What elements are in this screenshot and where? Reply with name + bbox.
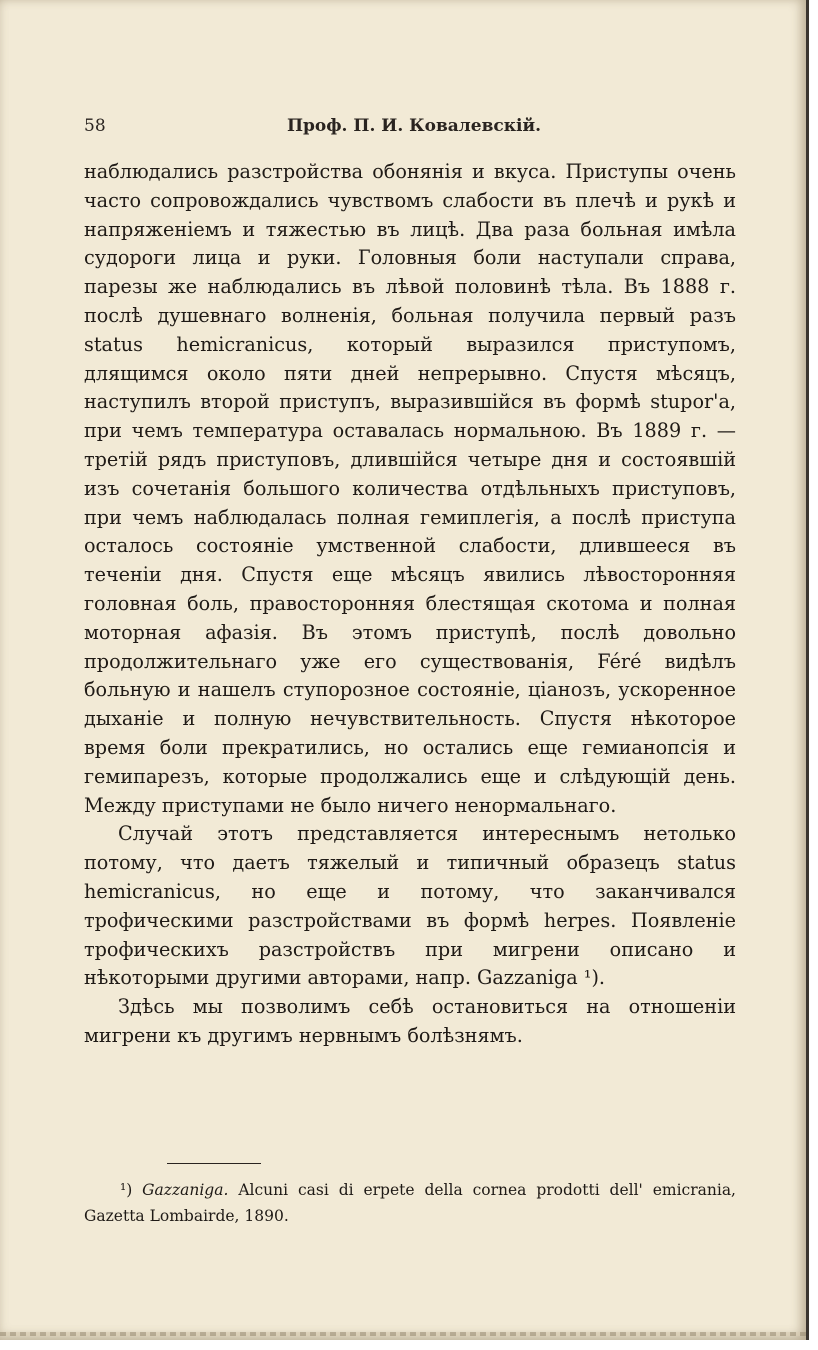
paragraph-2: Случай этотъ представляется интереснымъ нетолько потому, что даетъ тяжелый и типичный образецъ status hemicranicus, но еще и потому, что заканчивался трофическими разстройствами въ формѣ herpes. Появленіе трофическихъ разстройствъ при мигрени описано и нѣкоторыми другими авторами, напр. Gazzaniga ¹). <box>84 822 736 990</box>
paragraph-3: Здѣсь мы позволимъ себѣ остановиться на отношеніи мигрени къ другимъ нервнымъ болѣзнямъ. <box>84 995 736 1047</box>
paragraph-1: наблюдались разстройства обонянія и вкуса. Приступы очень часто сопровождались чувствомъ слабости въ плечѣ и рукѣ и напряженіемъ и тяжестью въ лицѣ. Два раза больная имѣла судороги лица и руки. Головныя боли наступали справа, парезы же наблюдались въ лѣвой половинѣ тѣла. Въ 1888 г. послѣ душевнаго волненія, больная получила первый разъ status hemicranicus, который выразился приступомъ, длящимся около пяти дней непрерывно. Спустя мѣсяцъ, наступилъ второй приступъ, выразившійся въ формѣ stupor'а, при чемъ температура оставалась нормальною. Въ 1889 г. — третій рядъ приступовъ, длившійся четыре дня и состоявшій изъ сочетанія большого количества отдѣльныхъ приступовъ, при чемъ наблюдалась полная гемиплегія, а послѣ приступа осталось состояніе умственной слабости, длившееся въ теченіи дня. Спустя еще мѣсяцъ явились лѣвосторонняя головная боль, правосторонняя блестящая скотома и полная моторная афазія. Въ этомъ приступѣ, послѣ довольно продолжительнаго уже его существованія, Féré видѣлъ больную и нашелъ ступорозное состояніе, ціанозъ, ускоренное дыханіе и полную нечувствительность. Спустя нѣкоторое время боли прекратились, но остались еще гемианопсія и гемипарезъ, которые продолжались еще и слѣдующій день. Между приступами не было ничего ненормальнаго. <box>84 160 736 817</box>
body-text <box>84 158 736 1051</box>
footnote-marker: ¹) <box>120 1181 133 1199</box>
footnote <box>84 1177 736 1229</box>
footnote-divider <box>167 1163 261 1164</box>
footnote-author: Gazzaniga. <box>142 1181 229 1199</box>
footnote-citation: Alcuni casi di erpete della cornea prodotti dell' emicrania, Gazetta Lombairde, 1890. <box>84 1181 736 1225</box>
page-number: 58 <box>84 116 106 136</box>
page-header <box>84 116 736 142</box>
page-edge <box>0 1332 806 1336</box>
running-head: Проф. П. И. Ковалевскій. <box>286 116 542 136</box>
